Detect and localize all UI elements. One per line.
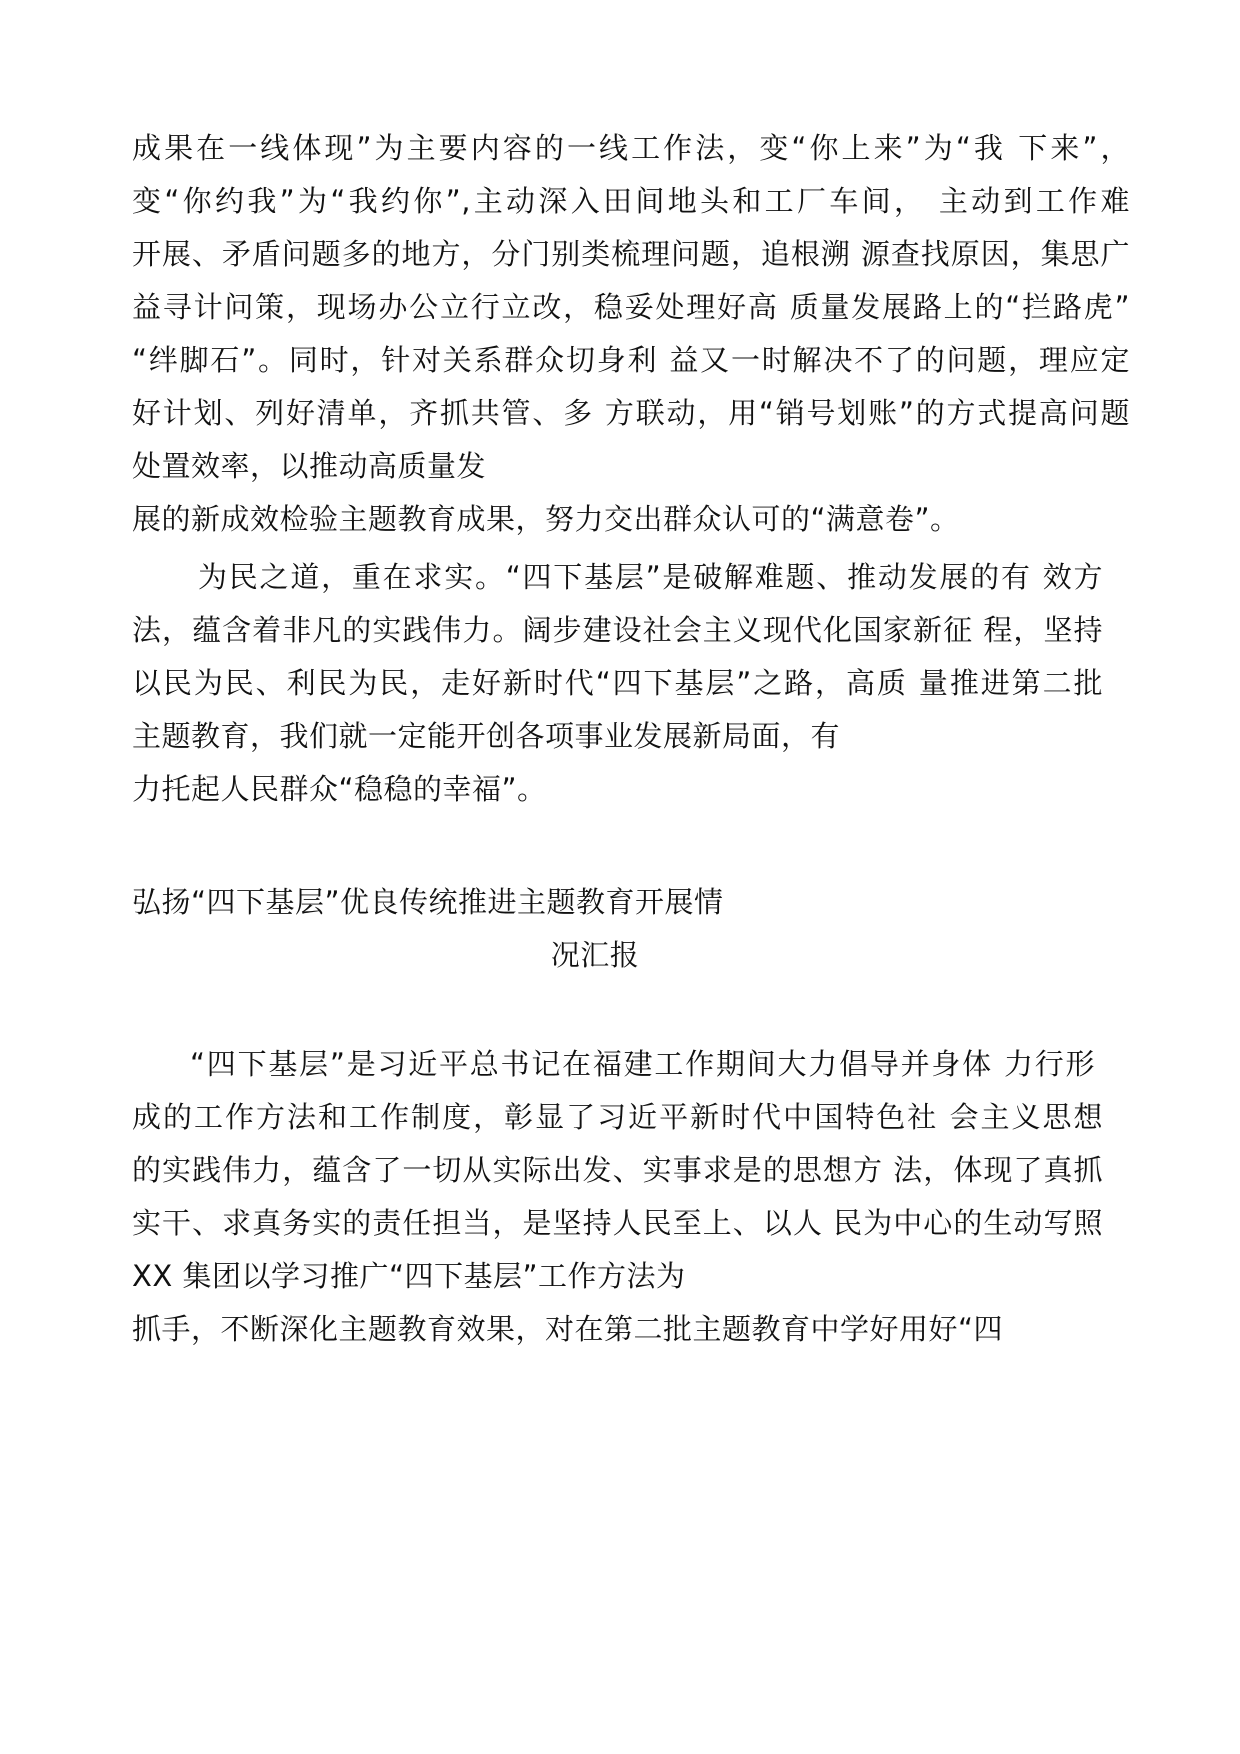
paragraph-line: 开展、矛盾问题多的地方，分门别类梳理问题，追根溯 源查找原因，集思广 — [132, 237, 1130, 271]
paragraph-line: 成果在一线体现”为主要内容的一线工作法，变“你上来”为“我 下来”， — [132, 131, 1130, 165]
paragraph-line: “绊脚石”。同时，针对关系群众切身利 益又一时解决不了的问题，理应定 — [132, 343, 1130, 377]
paragraph-line: 展的新成效检验主题教育成果，努力交出群众认可的“满意卷”。 — [132, 502, 960, 536]
paragraph-line: 抓手，不断深化主题教育效果，对在第二批主题教育中学好用好“四 — [132, 1312, 1004, 1346]
paragraph-line: 好计划、列好清单，齐抓共管、多 方联动，用“销号划账”的方式提高问题 — [132, 396, 1130, 430]
paragraph-line: 力托起人民群众“稳稳的幸福”。 — [132, 772, 547, 806]
paragraph-line: 实干、求真务实的责任担当，是坚持人民至上、以人 民为中心的生动写照 — [132, 1206, 1103, 1240]
paragraph-line: 主题教育，我们就一定能开创各项事业发展新局面，有 — [132, 719, 841, 753]
paragraph-line: 的实践伟力，蕴含了一切从实际出发、实事求是的思想方 法，体现了真抓 — [132, 1153, 1103, 1187]
paragraph-line: 以民为民、利民为民，走好新时代“四下基层”之路，高质 量推进第二批 — [132, 666, 1103, 700]
paragraph-line: “四下基层”是习近平总书记在福建工作期间大力倡导并身体 力行形 — [190, 1047, 1095, 1081]
paragraph-line: XX 集团以学习推广“四下基层”工作方法为 — [132, 1259, 686, 1293]
paragraph-line: 为民之道，重在求实。“四下基层”是破解难题、推动发展的有 效方 — [198, 560, 1103, 594]
paragraph-line: 法，蕴含着非凡的实践伟力。阔步建设社会主义现代化国家新征 程，坚持 — [132, 613, 1103, 647]
section-title-line1: 弘扬“四下基层”优良传统推进主题教育开展情 — [132, 885, 724, 919]
paragraph-line: 处置效率，以推动高质量发 — [132, 449, 487, 483]
paragraph-line: 变“你约我”为“我约你”,主动深入田间地头和工厂车间， 主动到工作难 — [132, 184, 1130, 218]
paragraph-line: 益寻计问策，现场办公立行立改，稳妥处理好高 质量发展路上的“拦路虎” — [132, 290, 1130, 324]
paragraph-line: 成的工作方法和工作制度，彰显了习近平新时代中国特色社 会主义思想 — [132, 1100, 1103, 1134]
section-title-line2: 况汇报 — [550, 938, 640, 972]
